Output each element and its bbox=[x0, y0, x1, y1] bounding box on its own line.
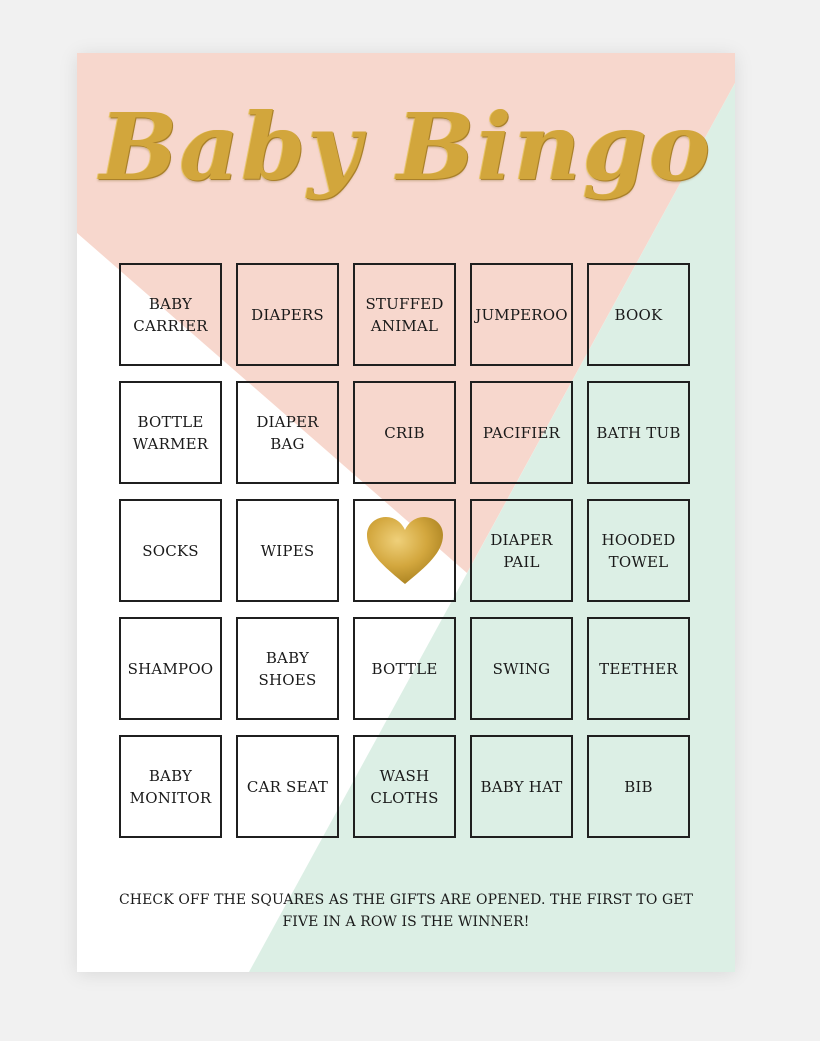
bingo-cell-car-seat[interactable] bbox=[236, 735, 339, 838]
bingo-cell-shampoo[interactable] bbox=[119, 617, 222, 720]
instructions-text: CHECK OFF THE SQUARES AS THE GIFTS ARE OPENED. THE FIRST TO GET FIVE IN A ROW IS THE WINNER! bbox=[118, 892, 694, 930]
bingo-cell-pacifier[interactable] bbox=[470, 381, 573, 484]
page-title: Baby Bingo bbox=[99, 93, 713, 201]
bingo-cell-crib[interactable] bbox=[353, 381, 456, 484]
cell-label: BOTTLE WARMER bbox=[132, 412, 209, 453]
bingo-cell-bottle[interactable] bbox=[353, 617, 456, 720]
cell-label: BABY CARRIER bbox=[133, 294, 208, 335]
cell-label: WASH CLOTHS bbox=[370, 766, 439, 807]
cell-label: SHAMPOO bbox=[127, 659, 214, 678]
cell-label: BATH TUB bbox=[596, 423, 681, 442]
gold-heart-icon bbox=[365, 516, 445, 586]
cell-label: SOCKS bbox=[142, 541, 199, 560]
cell-label: CAR SEAT bbox=[246, 777, 329, 796]
bingo-cell-diaper-pail[interactable] bbox=[470, 499, 573, 602]
cell-label: PACIFIER bbox=[482, 423, 561, 442]
bingo-cell-socks[interactable] bbox=[119, 499, 222, 602]
bingo-cell-diapers[interactable] bbox=[236, 263, 339, 366]
cell-label: DIAPER BAG bbox=[256, 412, 319, 453]
bingo-cell-free-space[interactable] bbox=[353, 499, 456, 602]
bingo-cell-bib[interactable] bbox=[587, 735, 690, 838]
cell-label: BOTTLE bbox=[371, 659, 438, 678]
cell-label: TEETHER bbox=[599, 659, 678, 678]
bingo-cell-baby-shoes[interactable] bbox=[236, 617, 339, 720]
bingo-cell-wash-cloths[interactable] bbox=[353, 735, 456, 838]
bingo-grid bbox=[119, 263, 690, 838]
cell-label: DIAPER PAIL bbox=[490, 530, 553, 571]
bingo-cell-bottle-warmer[interactable] bbox=[119, 381, 222, 484]
bingo-cell-baby-hat[interactable] bbox=[470, 735, 573, 838]
cell-label: BABY SHOES bbox=[258, 648, 317, 689]
cell-label: STUFFED ANIMAL bbox=[365, 294, 444, 335]
cell-label: BIB bbox=[624, 777, 653, 796]
bingo-cell-bath-tub[interactable] bbox=[587, 381, 690, 484]
bingo-cell-diaper-bag[interactable] bbox=[236, 381, 339, 484]
cell-label: CRIB bbox=[384, 423, 425, 442]
cell-label: HOODED TOWEL bbox=[601, 530, 676, 571]
bingo-cell-jumperoo[interactable] bbox=[470, 263, 573, 366]
cell-label: WIPES bbox=[260, 541, 315, 560]
cell-label: DIAPERS bbox=[251, 305, 324, 324]
bingo-cell-hooded-towel[interactable] bbox=[587, 499, 690, 602]
bingo-cell-baby-carrier[interactable] bbox=[119, 263, 222, 366]
cell-label: BABY HAT bbox=[480, 777, 563, 796]
bingo-cell-teether[interactable] bbox=[587, 617, 690, 720]
bingo-cell-book[interactable] bbox=[587, 263, 690, 366]
cell-label: JUMPEROO bbox=[475, 305, 568, 324]
cell-label: SWING bbox=[492, 659, 551, 678]
bingo-cell-stuffed-animal[interactable] bbox=[353, 263, 456, 366]
cell-label: BOOK bbox=[614, 305, 663, 324]
bingo-cell-baby-monitor[interactable] bbox=[119, 735, 222, 838]
cell-label: BABY MONITOR bbox=[129, 766, 212, 807]
bingo-cell-swing[interactable] bbox=[470, 617, 573, 720]
bingo-cell-wipes[interactable] bbox=[236, 499, 339, 602]
bingo-card bbox=[77, 53, 735, 972]
